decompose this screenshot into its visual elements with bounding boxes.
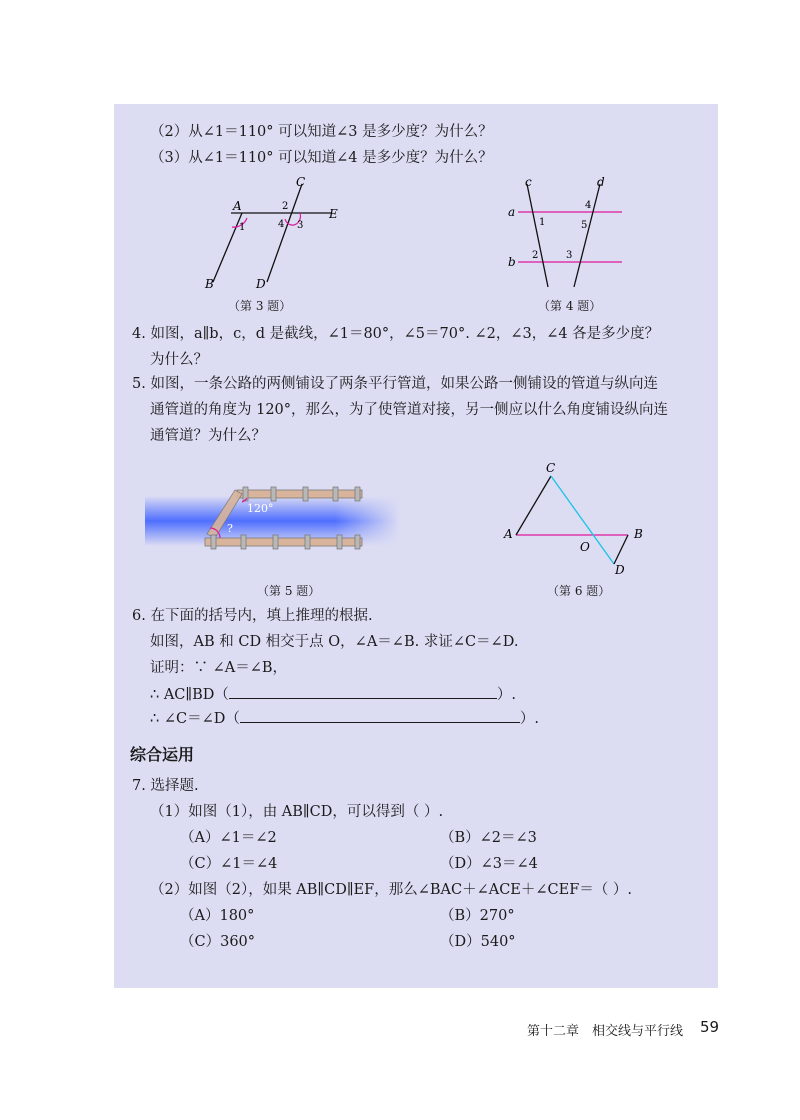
q6-line5: [150, 708, 539, 729]
fig4-label-a: a: [508, 205, 516, 219]
q7-part1: （1）如图（1），由 AB∥CD，可以得到（ ）.: [150, 804, 444, 820]
q4-line1: 4. 如图，a∥b，c，d 是截线，∠1＝80°，∠5＝70°. ∠2，∠3，∠4 各是多少度？: [132, 326, 660, 342]
fig6-label-D: D: [615, 563, 625, 577]
q5-line3: 通管道？为什么？: [150, 428, 266, 444]
fig3-label-B: B: [205, 277, 214, 291]
q6-line4-post: ）.: [496, 687, 516, 703]
q5-line1: 5. 如图，一条公路的两侧铺设了两条平行管道，如果公路一侧铺设的管道与纵向连: [132, 376, 658, 392]
fig5-caption: （第 5 题）: [257, 584, 321, 598]
q6-line1: 6. 在下面的括号内，填上推理的根据.: [132, 608, 373, 624]
figure-5: [145, 480, 405, 560]
q6-line3: 证明：∵ ∠A＝∠B，: [150, 660, 288, 676]
q7-p1-option-b[interactable]: （B）∠2＝∠3: [440, 830, 537, 846]
q6-line4-pre: ∴ AC∥BD（: [150, 687, 229, 703]
q6-line5-pre: ∴ ∠C＝∠D（: [150, 711, 240, 727]
fig6-label-O: O: [580, 540, 590, 554]
q6-answer-blank-1[interactable]: [229, 684, 497, 699]
fig4-label-c: c: [525, 175, 532, 189]
q7-p1-option-d[interactable]: （D）∠3＝∠4: [440, 856, 538, 872]
fig5-angle-unknown: ?: [227, 522, 233, 535]
q6-line4: [150, 684, 516, 705]
q7-p1-option-c[interactable]: （C）∠1＝∠4: [180, 856, 278, 872]
footer-chapter: 第十二章 相交线与平行线: [527, 1024, 684, 1039]
fig4-angle-1: 1: [539, 217, 546, 228]
q7-p1-option-a[interactable]: （A）∠1＝∠2: [180, 830, 277, 846]
page-number: 59: [700, 1018, 720, 1036]
fig3-angle-1: 1: [239, 222, 246, 233]
fig3-angle-2: 2: [282, 201, 289, 212]
figure-6: [498, 458, 658, 578]
q7-p2-option-c[interactable]: （C）360°: [180, 934, 256, 950]
q7-p2-option-a[interactable]: （A）180°: [180, 908, 255, 924]
fig3-label-D: D: [256, 277, 266, 291]
fig3-caption: （第 3 题）: [228, 299, 292, 313]
fig4-angle-3: 3: [566, 250, 573, 261]
fig6-caption: （第 6 题）: [547, 584, 611, 598]
q3-sub2: （2）从∠1＝110° 可以知道∠3 是多少度？为什么？: [150, 124, 493, 140]
fig6-label-B: B: [634, 527, 643, 541]
fig4-label-b: b: [508, 255, 516, 269]
fig3-label-C: C: [296, 175, 306, 189]
fig3-angle-3: 3: [297, 220, 304, 231]
fig4-label-d: d: [597, 175, 605, 189]
q7-p2-option-d[interactable]: （D）540°: [440, 934, 516, 950]
q3-sub3: （3）从∠1＝110° 可以知道∠4 是多少度？为什么？: [150, 150, 493, 166]
figure-3: [195, 172, 355, 292]
fig3-label-E: E: [329, 207, 338, 221]
q4-line2: 为什么？: [150, 352, 208, 368]
section-title: 综合运用: [130, 745, 195, 764]
q5-line2: 通管道的角度为 120°，那么，为了使管道对接，另一侧应以什么角度铺设纵向连: [150, 402, 669, 418]
fig4-angle-2: 2: [532, 250, 539, 261]
q6-line5-post: ）.: [519, 711, 539, 727]
q6-answer-blank-2[interactable]: [240, 708, 520, 723]
figure-4: [500, 172, 630, 292]
fig3-label-A: A: [233, 199, 242, 213]
fig4-caption: （第 4 题）: [538, 299, 602, 313]
fig6-label-A: A: [504, 527, 513, 541]
q7-part2: （2）如图（2），如果 AB∥CD∥EF，那么∠BAC＋∠ACE＋∠CEF＝（ ）.: [150, 882, 632, 898]
fig3-angle-4: 4: [278, 219, 285, 230]
q7-p2-option-b[interactable]: （B）270°: [440, 908, 515, 924]
fig4-angle-4: 4: [585, 200, 592, 211]
fig5-angle-120: 120°: [247, 502, 274, 515]
q6-line2: 如图，AB 和 CD 相交于点 O，∠A＝∠B. 求证∠C＝∠D.: [150, 634, 519, 650]
fig6-label-C: C: [546, 461, 556, 475]
fig4-angle-5: 5: [581, 220, 588, 231]
q7-title: 7. 选择题.: [132, 778, 199, 794]
